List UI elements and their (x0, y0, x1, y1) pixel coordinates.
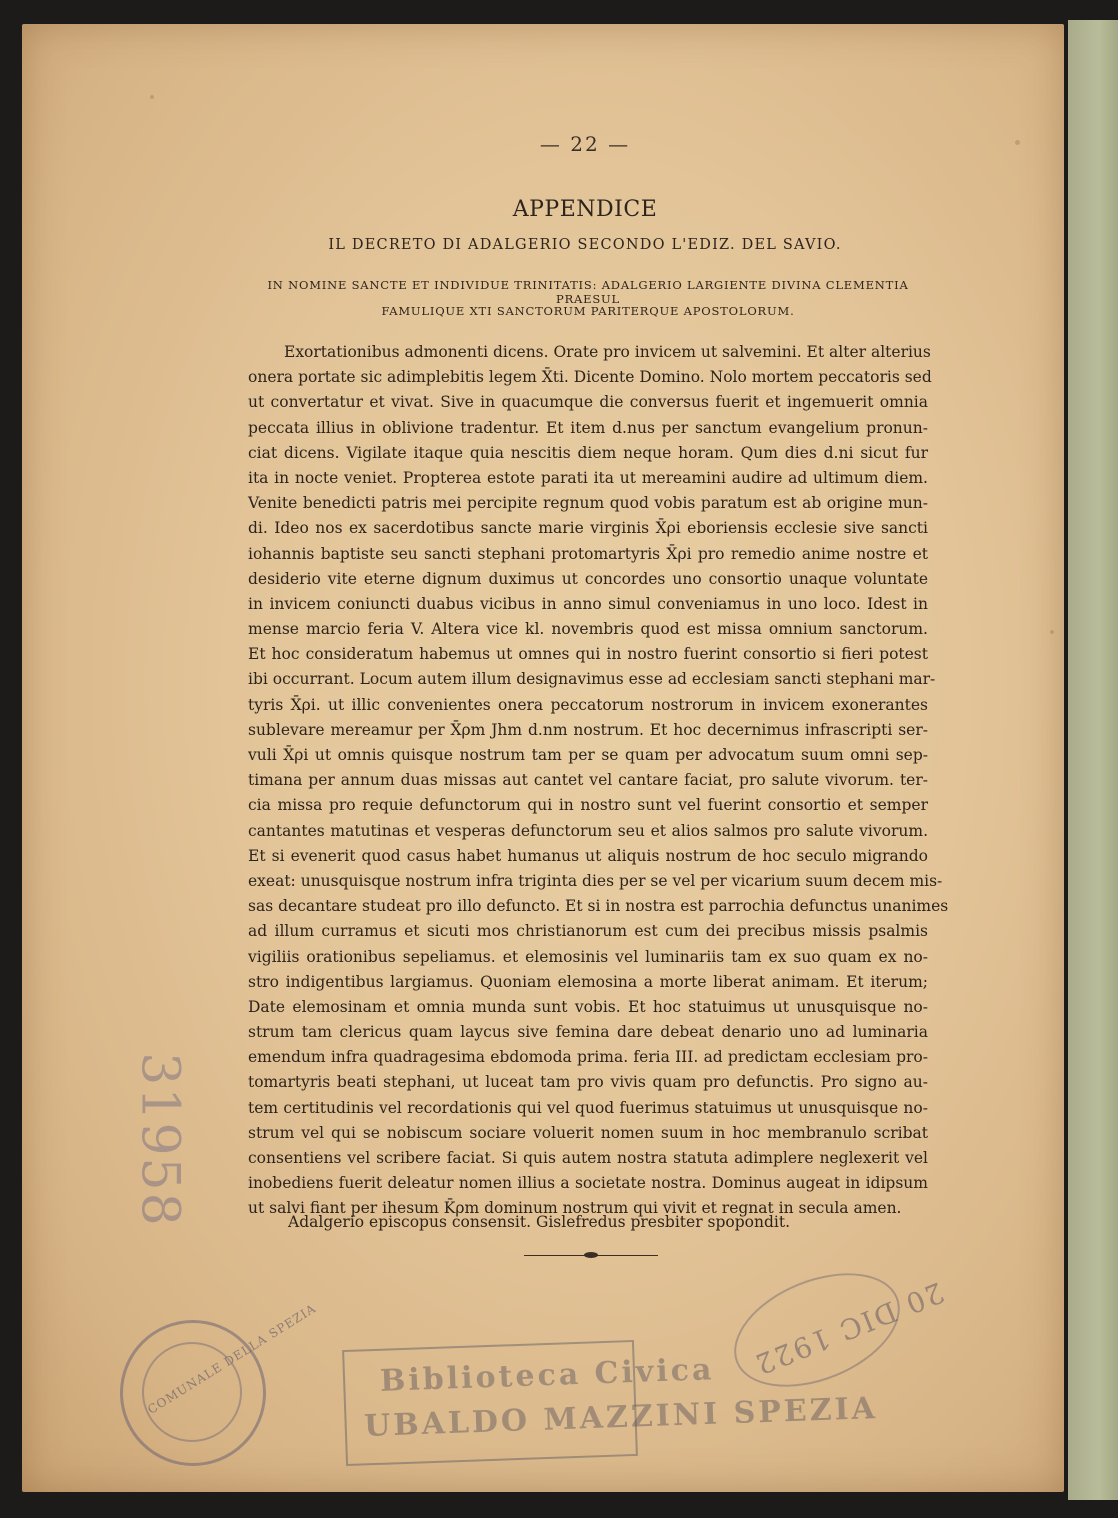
body-line: peccata illius in oblivione tradentur. Et item d.nus per sanctum evangelium pronun- (248, 418, 928, 437)
body-line: ibi occurrant. Locum autem illum designavimus esse ad ecclesiam sancti stephani mar- (248, 670, 936, 689)
body-line: sublevare mereamur per X̄ρm Jhm d.nm nostrum. Et hoc decernimus infrascripti ser- (248, 720, 928, 739)
body-line: ad illum curramus et sicuti mos christianorum est cum dei precibus missis psalmis (248, 922, 928, 941)
body-line: timana per annum duas missas aut cantet vel cantare faciat, pro salute vivorum. ter- (248, 771, 928, 790)
foxing-spot (1050, 630, 1054, 634)
body-line: iohannis baptiste seu sancti stephani protomartyris X̄ρi pro remedio anime nostre et (248, 544, 928, 563)
body-line: Et hoc consideratum habemus ut omnes qui in nostro fuerint consortio si fieri potest (248, 645, 928, 664)
date-stamp-text: 20 DIC 1922 (749, 1275, 949, 1382)
rect-stamp-line-1: Biblioteca Civica (379, 1352, 715, 1399)
closing-signatures: Adalgerio episcopus consensit. Gislefredus presbiter spopondit. (288, 1213, 791, 1231)
body-line: Exortationibus admonenti dicens. Orate pro invicem ut salvemini. Et alter alterius (284, 343, 931, 361)
page-number: — 22 — (539, 132, 631, 156)
body-line: consentiens vel scribere faciat. Si quis autem nostra statuta adimplere neglexerit vel (248, 1149, 928, 1167)
body-line: strum vel qui se nobiscum sociare voluerit nomen suum in hoc membranulo scribat (248, 1123, 928, 1142)
body-line: emendum infra quadragesima ebdomoda prima. feria III. ad predictam ecclesiam pro- (248, 1048, 928, 1067)
invocation-line-1: IN NOMINE SANCTE ET INDIVIDUE TRINITATIS: ADALGERIO LARGIENTE DIVINA CLEMENTIA PRAESUL (267, 278, 909, 306)
divider-ornament (584, 1252, 598, 1258)
round-stamp-text: COMUNALE DELLA SPEZIA (145, 1301, 319, 1417)
body-line: strum tam clericus quam laycus sive femina dare debeat denario uno ad luminaria (248, 1023, 928, 1042)
body-line: exeat: unusquisque nostrum infra triginta dies per se vel per vicarium suum decem mis- (248, 871, 943, 890)
foxing-spot (150, 95, 154, 99)
decree-body (248, 340, 949, 1222)
body-line: Et si evenerit quod casus habet humanus ut aliquis nostrum de hoc seculo migrando (248, 846, 928, 865)
body-line: vuli X̄ρi ut omnis quisque nostrum tam per se quam per advocatum suum omni sep- (248, 746, 928, 764)
body-line: mense marcio feria V. Altera vice kl. novembris quod est missa omnium sanctorum. (248, 620, 928, 639)
inventory-number-stamp: 31958 (129, 1052, 190, 1228)
body-line: cia missa pro requie defunctorum qui in nostro sunt vel fuerint consortio et semper (248, 796, 928, 815)
body-line: inobediens fuerit deleatur nomen illius a societate nostra. Dominus augeat in idipsum (248, 1174, 928, 1193)
body-line: vigiliis orationibus sepeliamus. et elemosinis vel luminariis tam ex suo quam ex no- (248, 947, 928, 966)
body-line: ut convertatur et vivat. Sive in quacumque die conversus fuerit et ingemuerit omnia (248, 393, 928, 412)
body-line: tomartyris beati stephani, ut luceat tam pro vivis quam pro defunctis. Pro signo au- (248, 1073, 928, 1092)
body-line: desiderio vite eterne dignum duximus ut concordes uno consortio unaque voluntate (248, 569, 928, 588)
body-line: di. Ideo nos ex sacerdotibus sancte marie virginis X̄ρi eboriensis ecclesie sive sancti (248, 519, 928, 538)
invocation-line-2: FAMULIQUE XTI SANCTORUM PARITERQUE APOSTOLORUM. (381, 304, 795, 318)
body-line: ut salvi fiant per ihesum K̄ρm dominum nostrum qui vivit et regnat in secula amen. (248, 1199, 902, 1218)
body-line: cantantes matutinas et vesperas defunctorum seu et alios salmos pro salute vivorum. (248, 821, 928, 840)
body-line: Date elemosinam et omnia munda sunt vobis. Et hoc statuimus ut unusquisque no- (248, 997, 928, 1016)
body-line: in invicem coniuncti duabus vicibus in anno simul conveniamus in uno loco. Idest in (248, 594, 928, 613)
section-subheading: IL DECRETO DI ADALGERIO SECONDO L'EDIZ. DEL SAVIO. (328, 237, 842, 253)
body-line: ciat dicens. Vigilate itaque quia nescitis diem neque horam. Qum dies d.ni sicut fur (248, 443, 928, 462)
body-line: ita in nocte veniet. Propterea estote parati ita ut mereamini audire ad ultimum diem. (248, 468, 928, 487)
body-line: tem certitudinis vel recordationis qui vel quod fuerimus statuimus ut unusquisque no- (248, 1098, 928, 1117)
rect-stamp-line-2: UBALDO MAZZINI SPEZIA (363, 1391, 879, 1444)
body-line: tyris X̄ρi. ut illic convenientes onera peccatorum nostrorum in invicem exonerantes (248, 695, 928, 714)
body-line: sas decantare studeat pro illo defuncto. Et si in nostra est parrochia defunctus unanimes (248, 897, 949, 916)
body-line: onera portate sic adimplebitis legem X̄ti. Dicente Domino. Nolo mortem peccatoris sed (248, 368, 932, 387)
section-heading: APPENDICE (512, 197, 658, 222)
body-line: Venite benedicti patris mei percipite regnum quod vobis paratum est ab origine mun- (248, 494, 928, 513)
body-line: stro indigentibus largiamus. Quoniam elemosina a morte liberat animam. Et iterum; (248, 972, 928, 991)
